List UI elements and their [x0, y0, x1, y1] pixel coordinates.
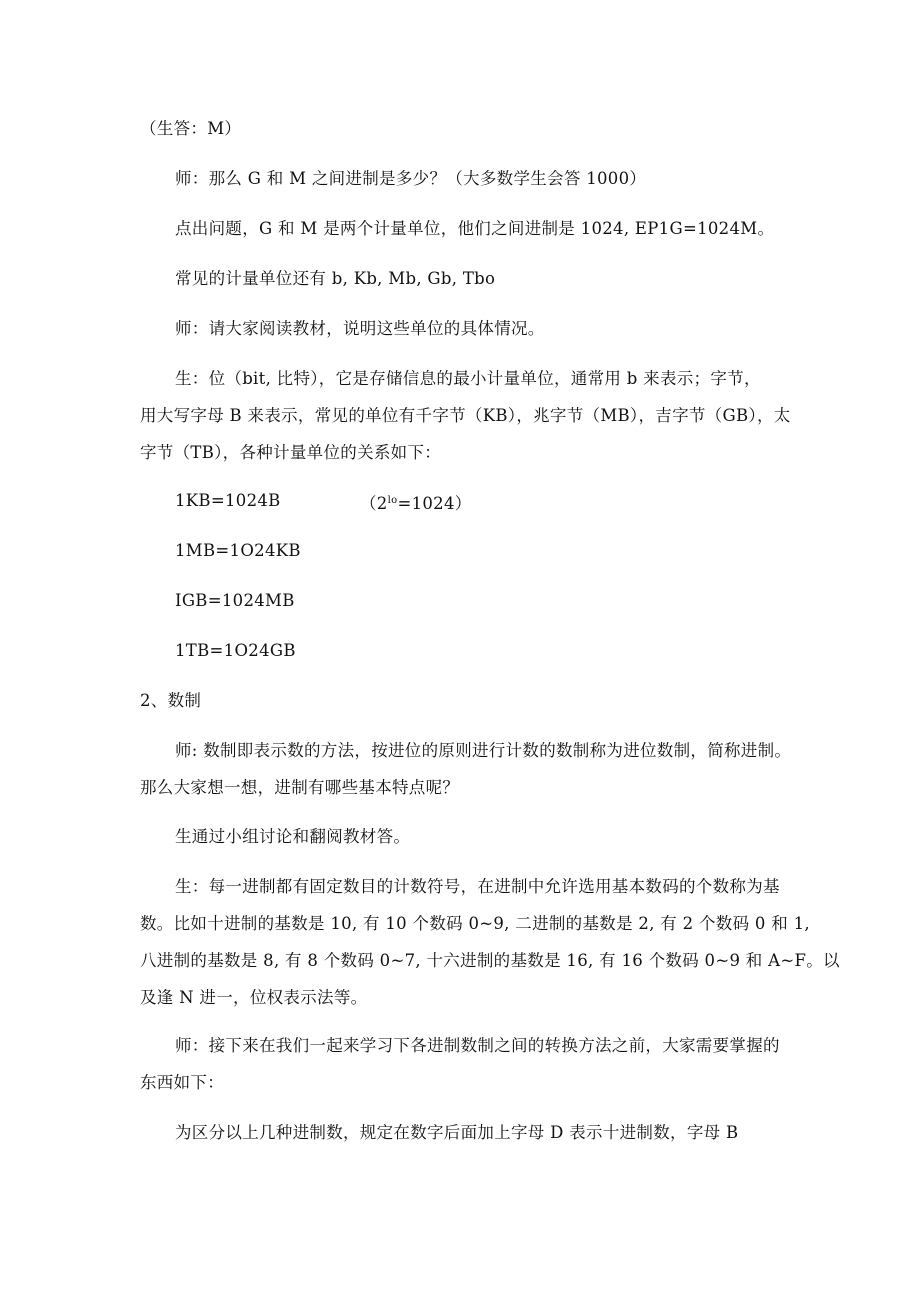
power-note-close: =1024）	[397, 494, 472, 513]
power-note-superscript: lo	[387, 495, 398, 506]
paragraph-line: 那么大家想一想，进制有哪些基本特点呢？	[140, 778, 460, 797]
paragraph-line: 东西如下：	[140, 1073, 224, 1092]
paragraph-line: 生通过小组讨论和翻阅教材答。	[175, 827, 411, 846]
teacher-question-line: 师：那么 G 和 M 之间进制是多少？（大多数学生会答 1000）	[175, 169, 647, 188]
paragraph-line: 用大写字母 B 来表示，常见的单位有千字节（KB），兆字节（MB），吉字节（GB），太	[140, 406, 791, 425]
power-note-open: （2	[360, 494, 388, 513]
paragraph-line: 生：每一进制都有固定数目的计数符号，在进制中允许选用基本数码的个数称为基	[175, 877, 780, 896]
teacher-instruction-line: 师：请大家阅读教材，说明这些单位的具体情况。	[175, 319, 545, 338]
paragraph-line: 及逢 N 进一，位权表示法等。	[140, 988, 368, 1007]
section-heading: 2、数制	[140, 691, 202, 710]
paragraph-line: 为区分以上几种进制数，规定在数字后面加上字母 D 表示十进制数，字母 B	[175, 1123, 739, 1142]
unit-relation-mb: 1MB=1O24KB	[175, 541, 301, 560]
problem-statement-line: 点出问题，G 和 M 是两个计量单位，他们之间进制是 1024, EP1G=1024M。	[175, 219, 775, 238]
paragraph-line: 八进制的基数是 8, 有 8 个数码 0~7, 十六进制的基数是 16, 有 16 个数码 0~9 和 A~F。以	[140, 951, 840, 970]
paragraph-line: 字节（TB），各种计量单位的关系如下：	[140, 443, 442, 462]
unit-relation-gb: IGB=1024MB	[175, 591, 295, 610]
paragraph-line: 师：接下来在我们一起来学习下各进制数制之间的转换方法之前，大家需要掌握的	[175, 1036, 780, 1055]
paragraph-line: 生：位（bit, 比特），它是存储信息的最小计量单位，通常用 b 来表示；字节，	[175, 369, 761, 388]
paragraph-line: 师: 数制即表示数的方法，按进位的原则进行计数的数制称为进位数制，简称进制。	[175, 741, 792, 760]
unit-relation-tb: 1TB=1O24GB	[175, 641, 296, 660]
paragraph-line: 数。比如十进制的基数是 10, 有 10 个数码 0~9, 二进制的基数是 2, 有 2 个数码 0 和 1,	[140, 914, 810, 933]
student-answer-line: （生答：M）	[140, 119, 242, 138]
power-note	[360, 490, 472, 515]
common-units-line: 常见的计量单位还有 b, Kb, Mb, Gb, Tbo	[175, 269, 496, 288]
unit-relation-kb: 1KB=1024B	[175, 491, 281, 510]
